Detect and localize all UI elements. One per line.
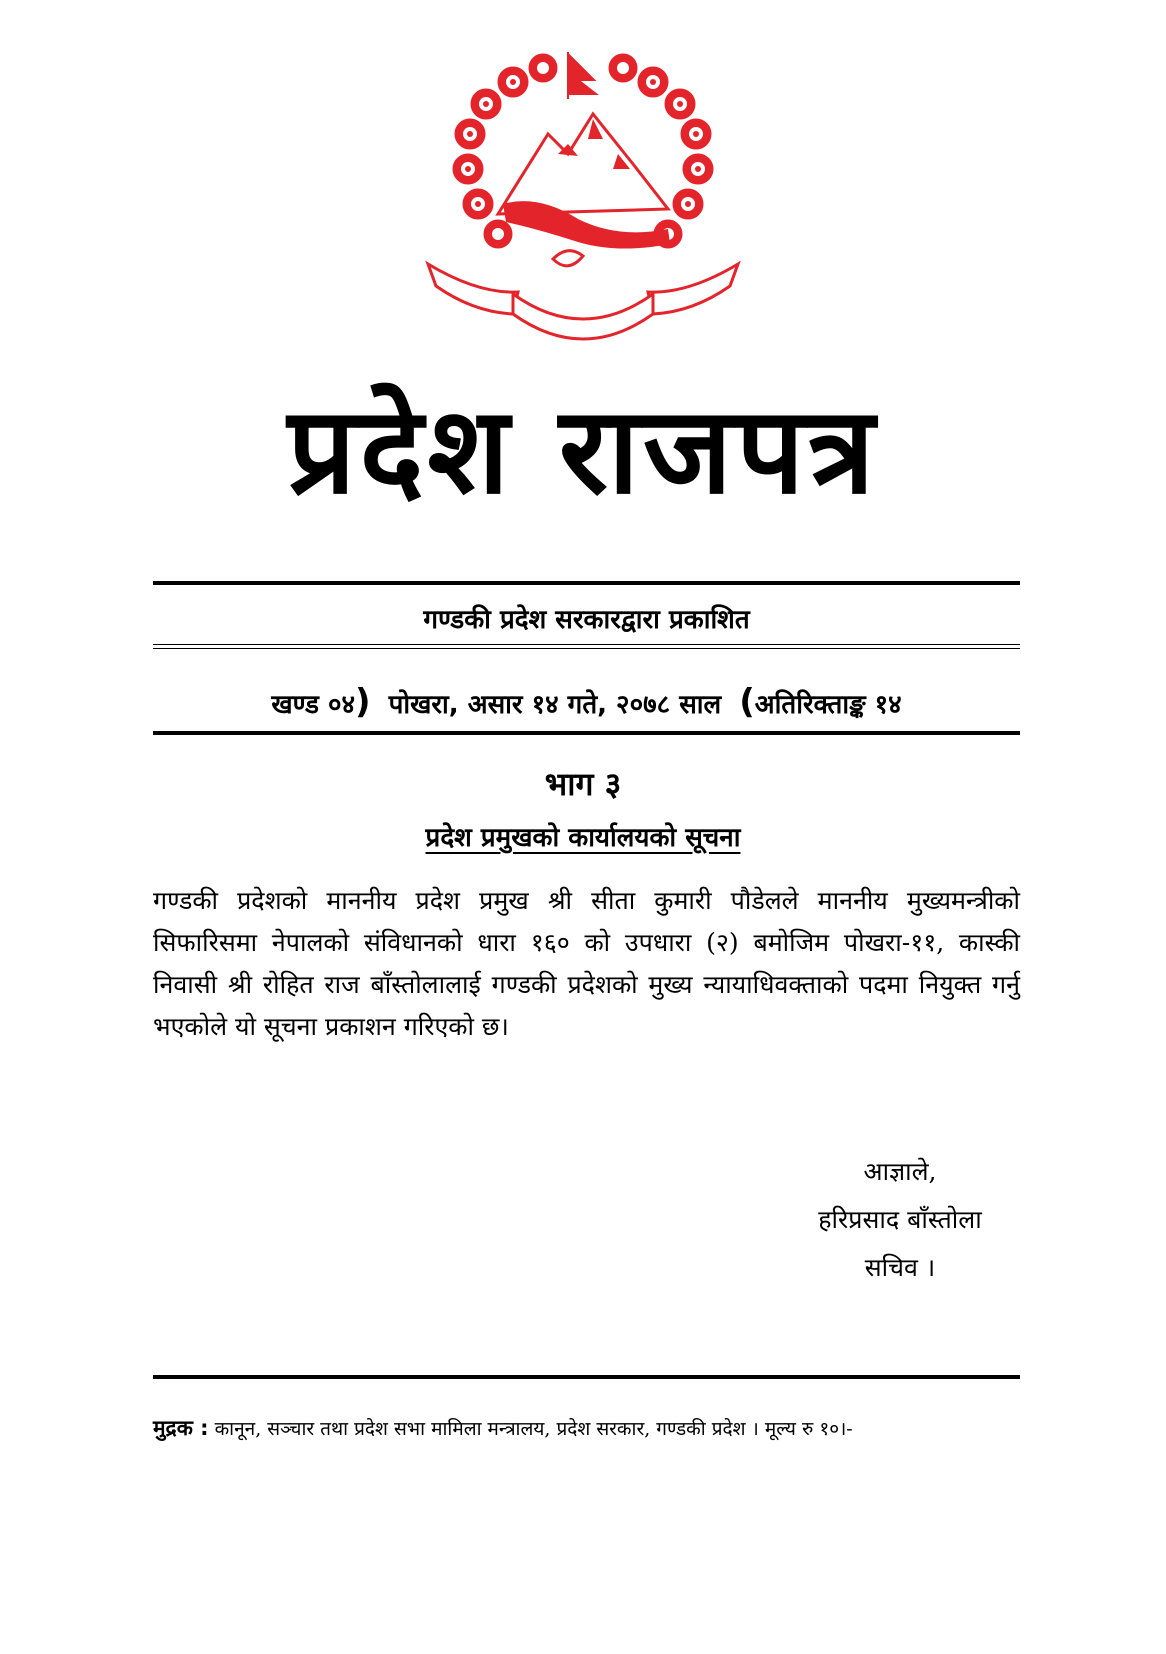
issue-volume: खण्ड ०४ bbox=[271, 690, 355, 720]
gazette-masthead-title: प्रदेश राजपत्र bbox=[287, 382, 879, 521]
publisher-rule-lower bbox=[153, 648, 1020, 649]
nepal-coat-of-arms-emblem bbox=[418, 44, 748, 344]
publisher-rule-upper bbox=[153, 644, 1020, 645]
publisher-line: गण्डकी प्रदेश सरकारद्वारा प्रकाशित bbox=[423, 605, 750, 635]
issue-extra-number: अतिरिक्ताङ्क १४ bbox=[754, 690, 902, 720]
notice-body: गण्डकी प्रदेशको माननीय प्रदेश प्रमुख श्री सीता कुमारी पौडेलले माननीय मुख्यमन्त्रीको सिफारिसमा नेपालको संविधानको धारा १६० को उपधारा (२) बमोजिम पोखरा-११, कास्की निवासी श्री रोहित राज बाँस्तोलालाई गण्डकी प्रदेशको मुख्य न्यायाधिवक्ताको पदमा नियुक्त गर्नु भएकोले यो सूचना प्रकाशन गरिएको छ। bbox=[153, 886, 1020, 1041]
notice-title bbox=[0, 818, 1166, 858]
footer-rule bbox=[153, 1375, 1020, 1379]
issue-line: खण्ड ०४) पोखरा, असार १४ गते, २०७८ साल (अतिरिक्ताङ्क १४ bbox=[271, 682, 902, 722]
printer-footer bbox=[153, 1410, 1033, 1447]
header-top-rule bbox=[153, 581, 1020, 585]
issue-place-date: पोखरा, असार १४ गते, २०७८ साल bbox=[388, 690, 722, 720]
printer-text: कानून, सञ्चार तथा प्रदेश सभा मामिला मन्त्रालय, प्रदेश सरकार, गण्डकी प्रदेश । मूल्य रु १०।- bbox=[214, 1418, 853, 1440]
printer-label: मुद्रक : bbox=[153, 1416, 209, 1440]
part-title: भाग ३ bbox=[544, 765, 622, 803]
notice-title-text: प्रदेश प्रमुखको कार्यालयको सूचना bbox=[425, 823, 741, 853]
signature-block bbox=[780, 1148, 1020, 1292]
signature-designation: सचिव । bbox=[864, 1253, 936, 1282]
signature-order: आज्ञाले, bbox=[863, 1157, 937, 1186]
issue-bottom-rule bbox=[153, 731, 1020, 735]
signature-name: हरिप्रसाद बाँस्तोला bbox=[818, 1205, 982, 1234]
